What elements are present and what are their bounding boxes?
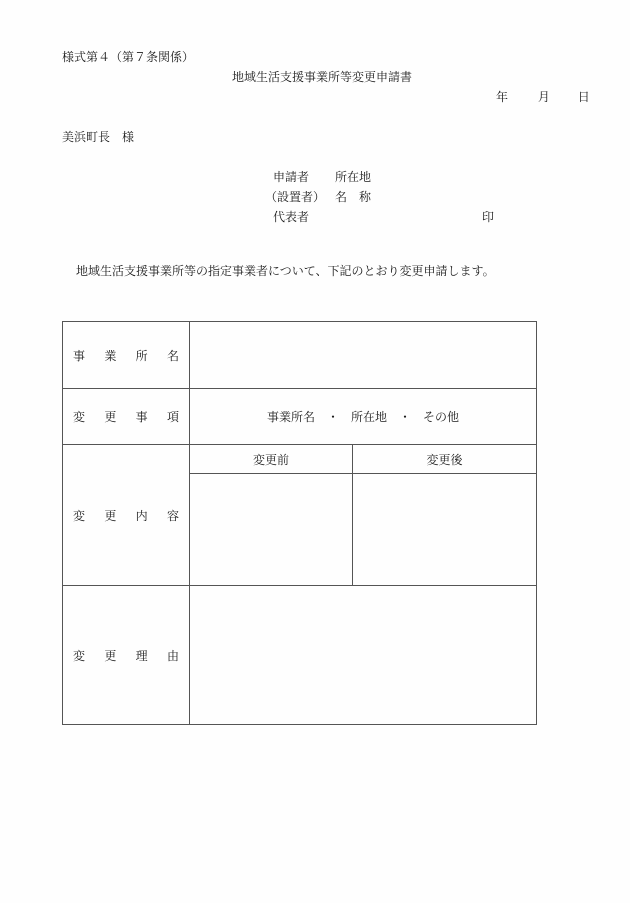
name-input[interactable] xyxy=(380,188,530,204)
document-title: 地域生活支援事業所等変更申請書 xyxy=(232,70,413,84)
applicant-label: 申請者 xyxy=(273,170,310,184)
address-input[interactable] xyxy=(380,168,530,184)
label-char: 理 xyxy=(135,648,148,663)
date-line xyxy=(496,91,590,103)
change-reason-label xyxy=(63,586,190,725)
change-item-options-text: 事業所名 ・ 所在地 ・ その他 xyxy=(266,410,459,424)
change-form-table xyxy=(62,321,537,725)
before-header: 変更前 xyxy=(190,445,353,474)
form-number: 様式第４（第７条関係） xyxy=(62,50,195,64)
label-char: 内 xyxy=(135,508,148,523)
label-char: 名 xyxy=(166,348,179,363)
label-char: 更 xyxy=(104,410,117,424)
addressee: 美浜町長 様 xyxy=(62,130,135,144)
address-label: 所在地 xyxy=(335,170,372,184)
representative-label: 代表者 xyxy=(273,210,310,224)
before-content-field[interactable] xyxy=(190,474,353,586)
representative-input[interactable] xyxy=(320,208,475,224)
date-month: 月 xyxy=(537,90,550,104)
facility-name-field[interactable] xyxy=(190,322,537,389)
change-item-options[interactable] xyxy=(190,389,537,445)
label-char: 業 xyxy=(104,348,117,363)
label-char: 項 xyxy=(166,410,179,424)
label-char: 更 xyxy=(104,508,117,523)
name-label: 名 称 xyxy=(335,190,372,204)
label-char: 所 xyxy=(135,348,148,363)
after-content-field[interactable] xyxy=(353,474,537,586)
date-year: 年 xyxy=(496,90,509,104)
after-header: 変更後 xyxy=(353,445,537,474)
change-reason-field[interactable] xyxy=(190,586,537,725)
change-content-label xyxy=(63,445,190,586)
change-item-label xyxy=(63,389,190,445)
seal-mark: 印 xyxy=(482,210,495,224)
label-char: 変 xyxy=(73,410,86,424)
facility-name-label xyxy=(63,322,190,389)
label-char: 容 xyxy=(166,508,179,523)
statement-text: 地域生活支援事業所等の指定事業者について、下記のとおり変更申請します。 xyxy=(76,264,495,278)
label-char: 変 xyxy=(73,508,86,523)
date-day: 日 xyxy=(577,90,590,104)
label-char: 事 xyxy=(73,348,86,363)
founder-label: （設置者） xyxy=(265,190,326,204)
label-char: 変 xyxy=(73,648,86,663)
label-char: 更 xyxy=(104,648,117,663)
label-char: 由 xyxy=(166,648,179,663)
label-char: 事 xyxy=(135,410,148,424)
